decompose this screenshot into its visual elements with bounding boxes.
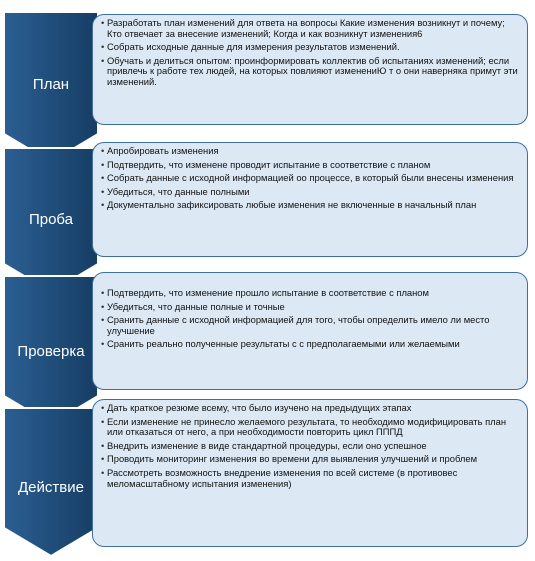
list-item: • Собрать данные с исходной информацией оо процессе, в который были внесены изменения (101, 173, 519, 184)
stage-box-check (92, 272, 528, 390)
list-item: • Разработать план изменений для ответа на вопросы Какие изменения возникнут и почему; Кто отвечает за внесение изменений; Когда и как возникнут изменения6 (101, 18, 519, 39)
list-item: • Внедрить изменение в виде стандартной процедуры, если оно успешное (101, 441, 519, 452)
stage-list-action (101, 403, 519, 489)
stage-label-action: Действие (18, 479, 84, 496)
stage-box-action (92, 399, 528, 547)
list-item: • Проводить мониторинг изменения во времени для выявления улучшений и проблем (101, 454, 519, 465)
stage-box-plan (92, 14, 528, 125)
list-item: • Если изменение не принесло желаемого результата, то необходимо модифицировать план или отказаться от него, а при необходимости повторить цикл ПППД (101, 417, 519, 438)
stage-list-check (101, 288, 519, 350)
list-item: • Обучать и делиться опытом: проинформировать коллектив об испытаниях изменений; если привлечь к работе тех людей, на которых повлияют изменениЮ т о они наверняка примут эти изменений. (101, 56, 519, 88)
list-item: • Рассмотреть возможность внедрение изменения по всей системе (в противовес меломасштабному испытания изменения) (101, 468, 519, 489)
stage-label-trial: Проба (28, 211, 74, 228)
list-item: • Апробировать изменения (101, 146, 519, 157)
list-item: • Собрать исходные данные для измерения результатов изменений. (101, 42, 519, 53)
stage-list-plan (101, 18, 519, 88)
stage-label-check: Проверка (17, 343, 85, 360)
stage-box-trial (92, 142, 528, 257)
list-item: • Подтвердить, что изменение прошло испытание в соответствие с планом (101, 288, 519, 299)
list-item: • Сранить реально полученные результаты с с предполагаемыми или желаемыми (101, 339, 519, 350)
stage-list-trial (101, 146, 519, 211)
list-item: • Дать краткое резюме всему, что было изучено на предыдущих этапах (101, 403, 519, 414)
list-item: • Сранить данные с исходной информацией для того, чтобы определить имело ли место улучшение (101, 315, 519, 336)
list-item: • Убедиться, что данные полные и точные (101, 302, 519, 313)
list-item: • Документально зафиксировать любые изменения не включенные в начальный план (101, 200, 519, 211)
stage-label-plan: План (32, 76, 70, 93)
list-item: • Убедиться, что данные полными (101, 187, 519, 198)
list-item: • Подтвердить, что изменене проводит испытание в соответствие с планом (101, 160, 519, 171)
